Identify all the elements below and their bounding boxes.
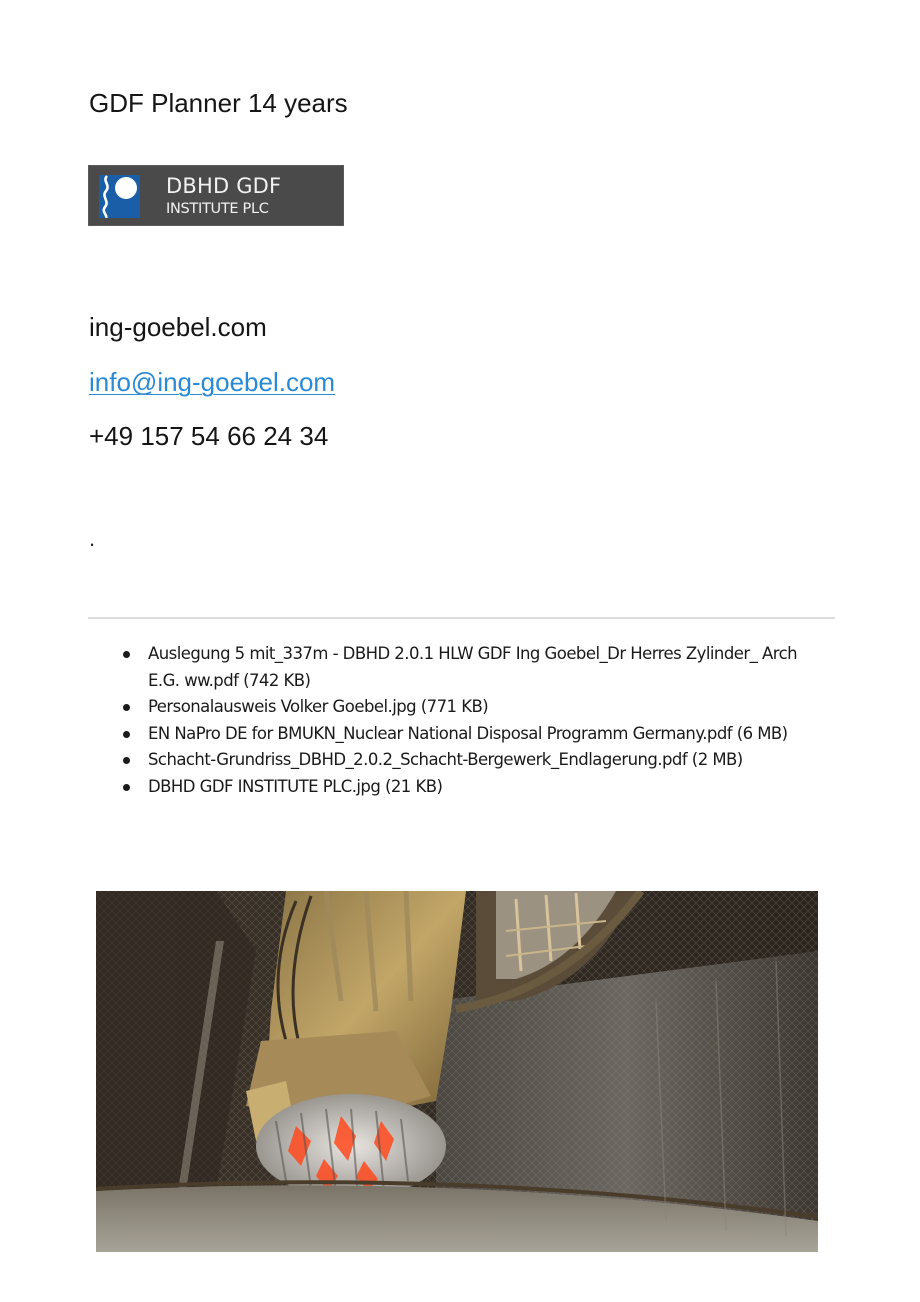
logo-title: DBHD GDF xyxy=(166,174,282,198)
attachment-item[interactable]: Schacht-Grundriss_DBHD_2.0.2_Schacht-Bergewerk_Endlagerung.pdf (2 MB) xyxy=(148,747,828,774)
page-title: GDF Planner 14 years xyxy=(89,88,348,118)
company-logo xyxy=(88,165,344,226)
horizontal-divider xyxy=(88,617,835,619)
wave-and-sphere-logo-icon xyxy=(99,175,140,218)
email-link[interactable]: info@ing-goebel.com xyxy=(89,367,336,397)
attachment-item[interactable]: Auslegung 5 mit_337m - DBHD 2.0.1 HLW GDF Ing Goebel_Dr Herres Zylinder_ Arch E.G. ww.pdf (742 KB) xyxy=(148,641,828,694)
period-text: . xyxy=(89,526,96,551)
website-text: ing-goebel.com xyxy=(89,312,267,342)
phone-number: +49 157 54 66 24 34 xyxy=(89,421,329,451)
attachment-item[interactable]: DBHD GDF INSTITUTE PLC.jpg (21 KB) xyxy=(148,774,828,801)
attachment-item[interactable]: Personalausweis Volker Goebel.jpg (771 KB) xyxy=(148,694,828,721)
mine-shaft-photo xyxy=(96,891,818,1252)
logo-subtitle: INSTITUTE PLC xyxy=(166,201,269,217)
attachment-list xyxy=(148,641,828,801)
attachment-item[interactable]: EN NaPro DE for BMUKN_Nuclear National Disposal Programm Germany.pdf (6 MB) xyxy=(148,721,828,748)
